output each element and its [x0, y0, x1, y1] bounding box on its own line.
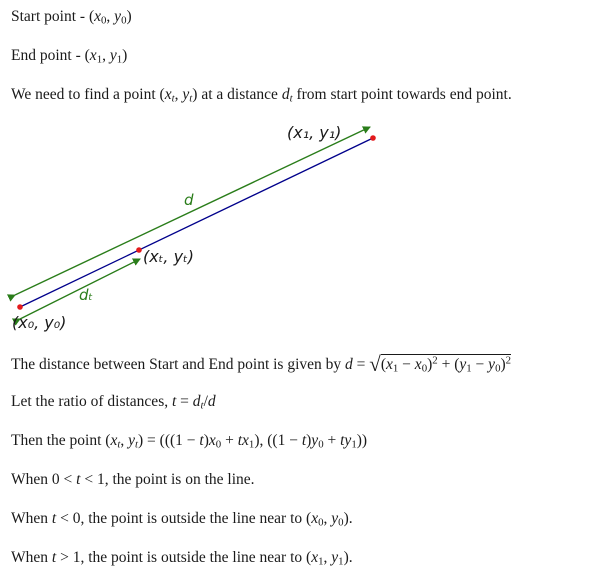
distance-formula: $d = √(x_1 - x_0)^2 + (y_1 - y_0)^2$ — [345, 352, 512, 376]
ratio-formula: $t = d_t/d$ — [171, 393, 216, 412]
mid-dot — [136, 247, 142, 253]
condition-on-line — [11, 470, 255, 490]
start-point-label-diagram: (x₀, y₀) — [12, 313, 67, 332]
start-dot — [17, 304, 23, 310]
start-point-line — [11, 7, 132, 27]
d-label: d — [184, 191, 194, 209]
cond2-point: ($x_0$, $y_0$). — [306, 510, 353, 529]
cond2-before: When — [11, 510, 52, 527]
intro-after: from start point towards end point. — [292, 86, 512, 103]
distance-line — [11, 352, 511, 375]
end-dot — [370, 135, 376, 141]
point-text: Then the point — [11, 432, 106, 449]
cond2-after: , the point is outside the line near to — [80, 510, 307, 527]
cond1-math: 0 < t < 1 — [51, 471, 105, 488]
point-formula-line — [11, 431, 367, 451]
start-point-label: Start point - — [11, 8, 89, 25]
intro-point-math: ($x_t$, $y_t$) — [159, 86, 198, 105]
mid-point-label-diagram: (xₜ, yₜ) — [143, 247, 195, 266]
distance-text: The distance between Start and End point is given by — [11, 356, 346, 373]
ratio-text: Let the ratio of distances, — [11, 393, 172, 410]
dt-label: dₜ — [79, 286, 93, 304]
ratio-line — [11, 392, 216, 412]
intro-distance-math: $d_t$ — [281, 86, 293, 105]
end-point-math: ($x_1$, $y_1$) — [84, 47, 128, 66]
intro-line — [11, 85, 512, 105]
condition-after-end — [11, 548, 353, 568]
line-diagram — [0, 115, 595, 340]
d-arrow — [15, 127, 370, 295]
intro-middle: at a distance — [197, 86, 282, 103]
main-line — [20, 138, 373, 307]
cond1-after: , the point is on the line. — [104, 471, 255, 488]
end-point-line — [11, 46, 127, 66]
end-point-label: End point - — [11, 47, 85, 64]
cond3-point: ($x_1$, $y_1$). — [306, 549, 353, 568]
cond3-after: , the point is outside the line near to — [80, 549, 307, 566]
point-formula: ($x_t$, $y_t) = (((1 - t)x_0 + tx_1)$, $((1 - t)y_0 + ty_1)$) — [105, 432, 368, 451]
condition-before-start — [11, 509, 353, 529]
end-point-label-diagram: (x₁, y₁) — [287, 123, 342, 142]
cond3-math: t > 1 — [51, 549, 81, 566]
cond2-math: t < 0 — [51, 510, 81, 527]
intro-before: We need to find a point — [11, 86, 160, 103]
cond1-before: When — [11, 471, 52, 488]
cond3-before: When — [11, 549, 52, 566]
start-point-math: ($x_0$, $y_0$) — [88, 8, 132, 27]
